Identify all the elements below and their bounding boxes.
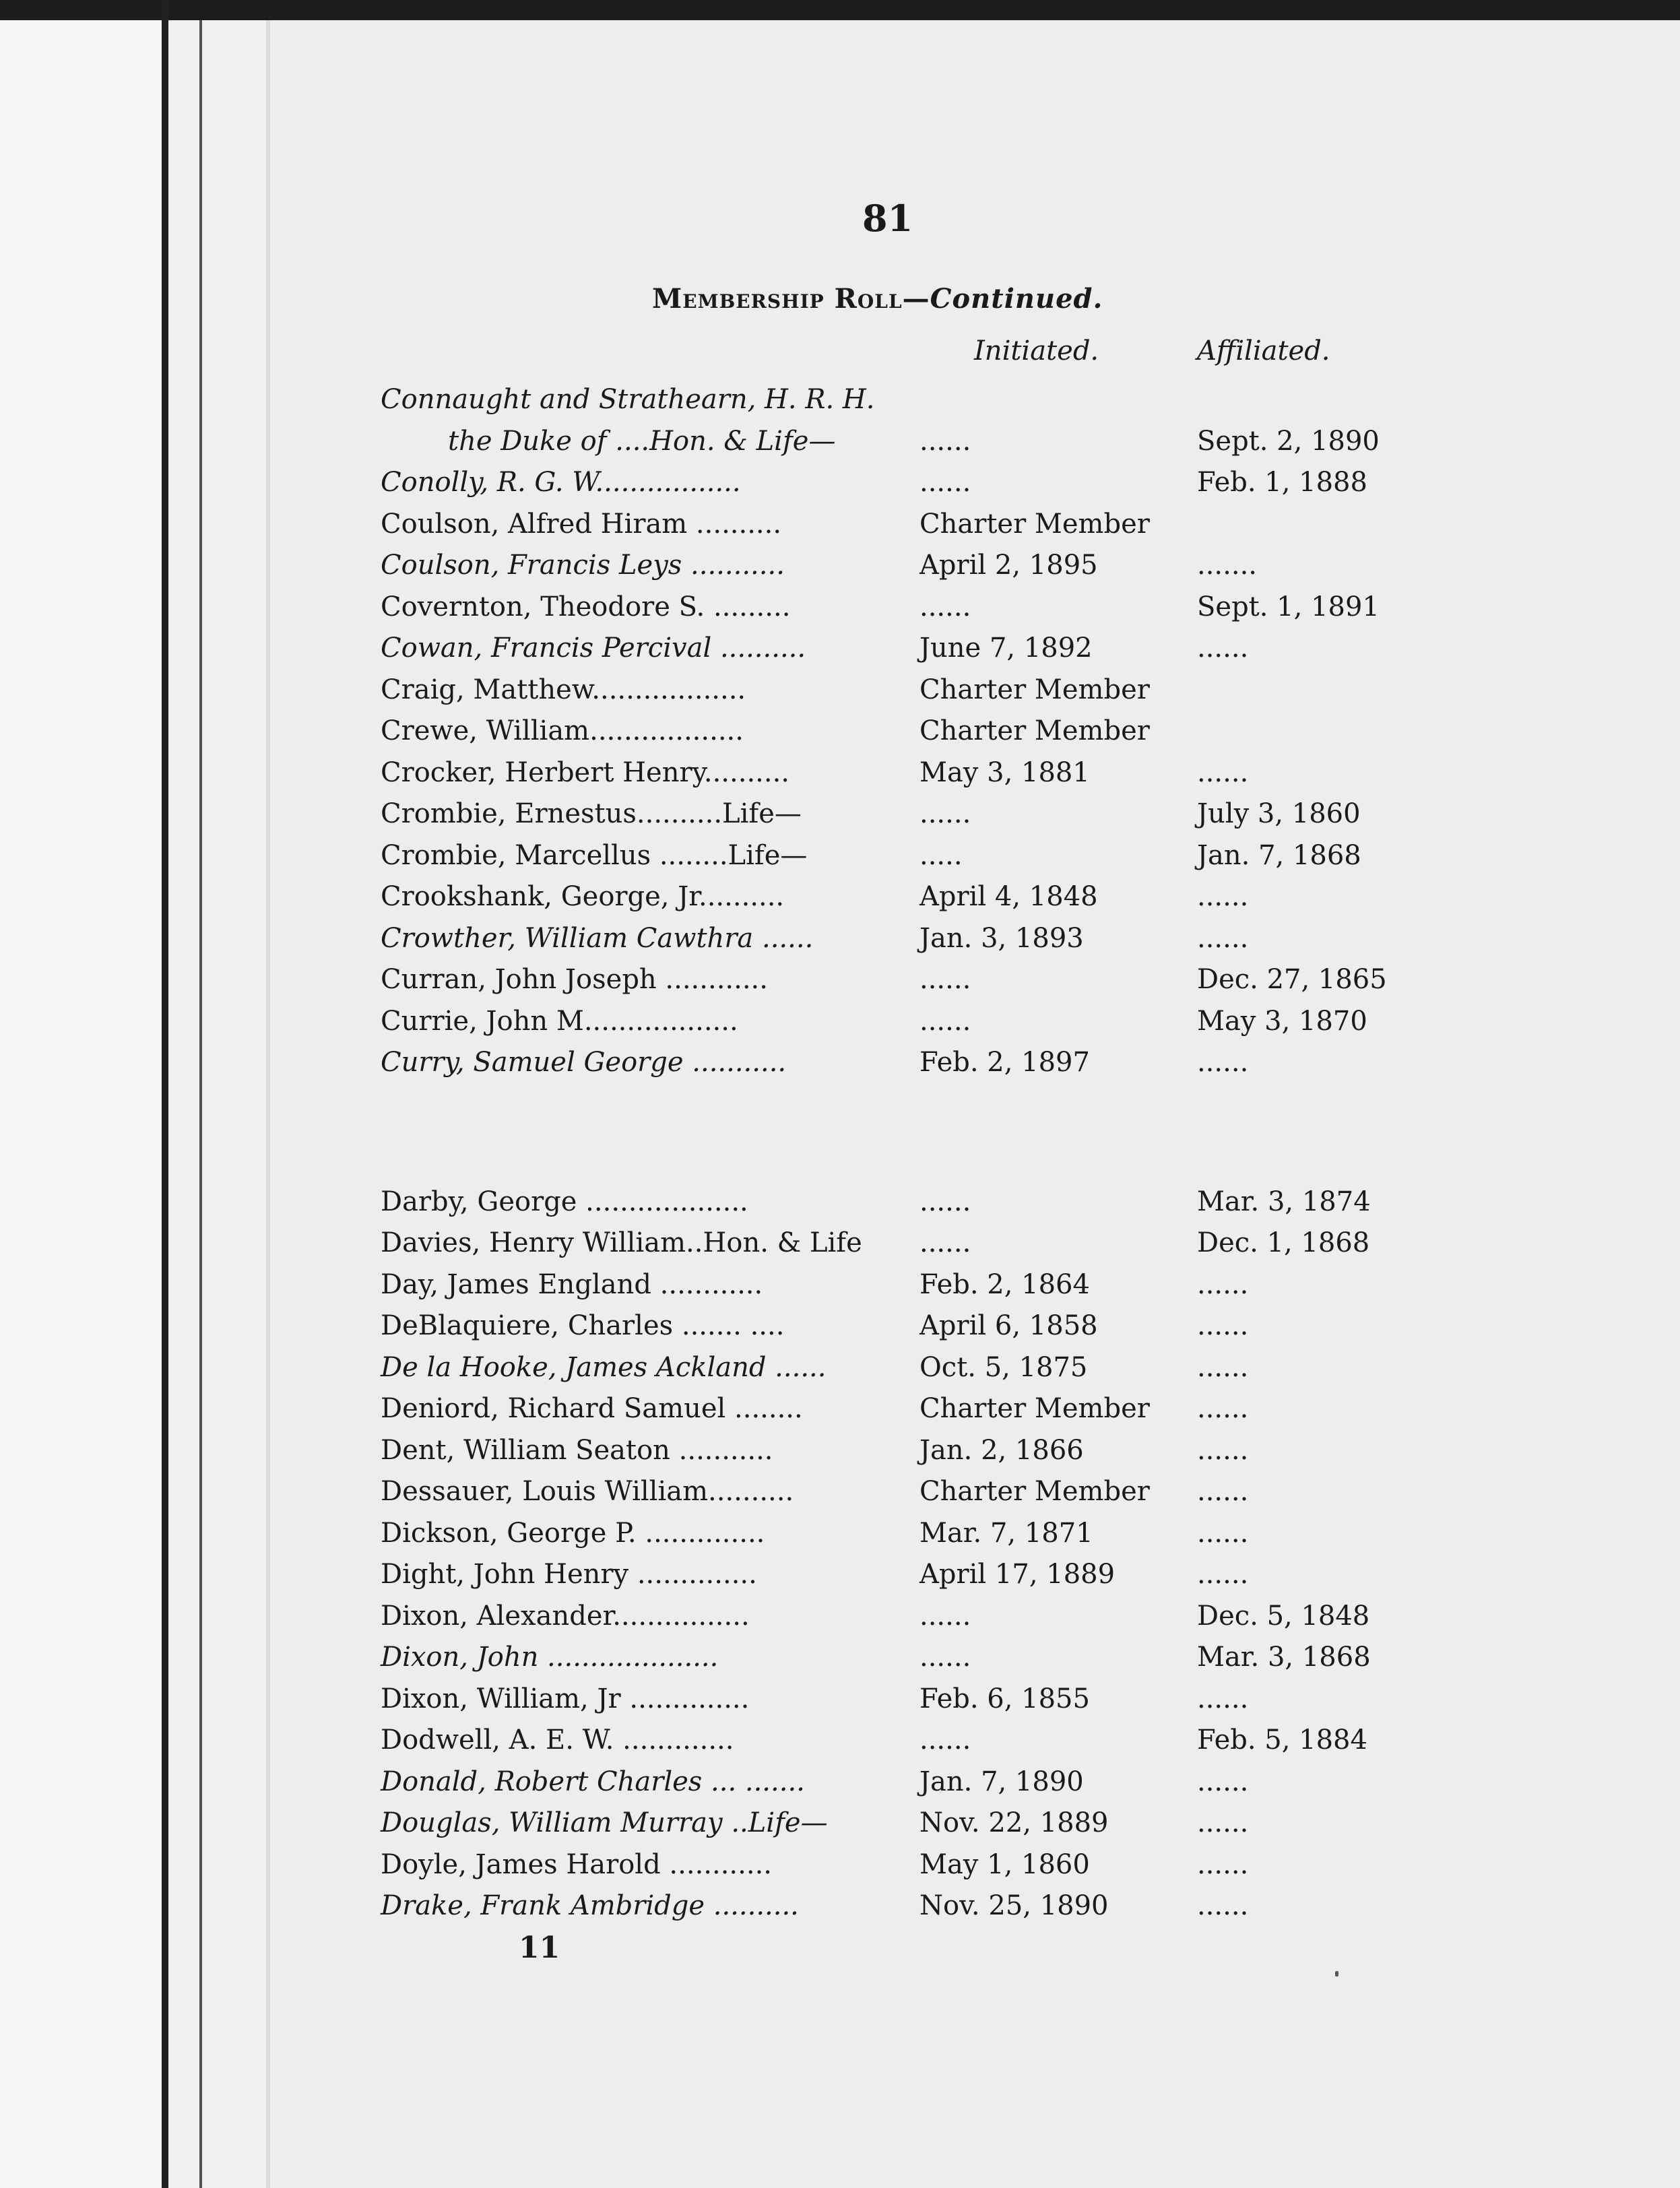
member-name: De la Hooke, James Ackland ......	[381, 1351, 827, 1383]
member-row	[381, 504, 1431, 546]
member-row	[381, 670, 1431, 711]
initiated-date: Charter Member	[919, 1476, 1150, 1507]
member-row	[381, 794, 1431, 835]
member-name: Connaught and Strathearn, H. R. H.	[381, 384, 875, 415]
initiated-date: April 2, 1895	[919, 550, 1098, 581]
member-row	[381, 421, 1431, 463]
affiliated-date: July 3, 1860	[1197, 798, 1361, 829]
initiated-date: Oct. 5, 1875	[919, 1351, 1088, 1383]
member-row	[381, 1471, 1431, 1513]
affiliated-date: Mar. 3, 1874	[1197, 1186, 1371, 1217]
affiliated-column-header: Affiliated.	[1197, 335, 1330, 366]
member-row	[381, 1264, 1431, 1306]
member-name: Currie, John M..................	[381, 1005, 738, 1037]
member-row	[381, 1720, 1431, 1762]
member-name: Crombie, Ernestus..........Life—	[381, 798, 802, 829]
initiated-date: ......	[919, 1186, 971, 1217]
initiated-date: Feb. 2, 1864	[919, 1268, 1090, 1300]
page-fold	[266, 20, 270, 2188]
initiated-date: ......	[919, 591, 971, 622]
affiliated-date: ......	[1197, 1268, 1249, 1300]
member-name: Dickson, George P. ..............	[381, 1517, 765, 1549]
initiated-date: May 3, 1881	[919, 757, 1090, 788]
affiliated-date: ......	[1197, 1434, 1249, 1466]
member-row	[381, 835, 1431, 877]
affiliated-date: ......	[1197, 1351, 1249, 1383]
member-name: Crombie, Marcellus ........Life—	[381, 839, 808, 871]
member-name: Craig, Matthew..................	[381, 674, 746, 705]
member-row	[381, 752, 1431, 794]
initiated-date: June 7, 1892	[919, 633, 1093, 664]
member-row	[381, 1388, 1431, 1430]
initiated-date: ......	[919, 425, 971, 457]
membership-entries	[381, 379, 1431, 1927]
affiliated-date: ......	[1197, 1559, 1249, 1590]
affiliated-date: ......	[1197, 1766, 1249, 1797]
initiated-date: ......	[919, 964, 971, 995]
initiated-date: ......	[919, 1600, 971, 1632]
affiliated-date: ......	[1197, 1848, 1249, 1880]
member-row	[381, 462, 1431, 504]
roll-title-continued: Continued.	[930, 283, 1103, 315]
paper-speck	[1335, 1971, 1338, 1976]
initiated-date: Charter Member	[919, 715, 1150, 746]
affiliated-date: Sept. 2, 1890	[1197, 425, 1380, 457]
group-spacer	[381, 1084, 1431, 1182]
affiliated-date: Feb. 1, 1888	[1197, 467, 1367, 498]
member-row	[381, 1347, 1431, 1389]
affiliated-date: ......	[1197, 1683, 1249, 1714]
member-name: Dodwell, A. E. W. .............	[381, 1725, 734, 1756]
binding-strip	[168, 20, 266, 2188]
initiated-date: ......	[919, 1005, 971, 1037]
member-row	[381, 1001, 1431, 1043]
member-group-c	[381, 379, 1431, 1084]
affiliated-date: ......	[1197, 1890, 1249, 1921]
initiated-date: Feb. 2, 1897	[919, 1047, 1090, 1078]
member-name: Crowther, William Cawthra ......	[381, 922, 814, 954]
initiated-date: ......	[919, 798, 971, 829]
member-name: Crewe, William..................	[381, 715, 744, 746]
initiated-date: April 17, 1889	[919, 1559, 1116, 1590]
member-name: Dessauer, Louis William..........	[381, 1476, 794, 1507]
member-name: Doyle, James Harold ............	[381, 1848, 772, 1880]
member-row	[381, 1886, 1431, 1927]
roll-title	[652, 283, 1103, 315]
scan-top-edge	[0, 0, 1680, 20]
member-name: Coulson, Francis Leys ...........	[381, 550, 785, 581]
member-row	[381, 918, 1431, 960]
initiated-date: Mar. 7, 1871	[919, 1517, 1093, 1549]
member-name: Davies, Henry William..Hon. & Life	[381, 1227, 862, 1258]
member-name: Drake, Frank Ambridge ..........	[381, 1890, 799, 1921]
initiated-date: Jan. 7, 1890	[919, 1766, 1084, 1797]
book-spine	[162, 0, 168, 2188]
member-group-d	[381, 1182, 1431, 1927]
member-row	[381, 1803, 1431, 1844]
affiliated-date: May 3, 1870	[1197, 1005, 1367, 1037]
member-row	[381, 545, 1431, 587]
initiated-date: May 1, 1860	[919, 1848, 1090, 1880]
affiliated-date: ......	[1197, 881, 1249, 912]
member-row	[381, 1844, 1431, 1886]
member-row	[381, 1762, 1431, 1803]
member-name: Conolly, R. G. W.................	[381, 467, 741, 498]
binding-line	[199, 20, 202, 2188]
initiated-date: Nov. 25, 1890	[919, 1890, 1109, 1921]
member-name: Curry, Samuel George ...........	[381, 1047, 787, 1078]
initiated-date: Charter Member	[919, 508, 1150, 540]
facing-page-margin	[0, 20, 162, 2188]
member-row	[381, 711, 1431, 752]
initiated-date: .....	[919, 839, 963, 871]
member-name: Covernton, Theodore S. .........	[381, 591, 791, 622]
member-row	[381, 1306, 1431, 1347]
affiliated-date: .......	[1197, 550, 1258, 581]
affiliated-date: ......	[1197, 922, 1249, 954]
member-name: Coulson, Alfred Hiram ..........	[381, 508, 782, 540]
initiated-date: Feb. 6, 1855	[919, 1683, 1090, 1714]
member-row	[381, 1430, 1431, 1472]
member-row	[381, 1596, 1431, 1638]
affiliated-date: ......	[1197, 1310, 1249, 1341]
affiliated-date: ......	[1197, 1393, 1249, 1424]
initiated-date: Jan. 2, 1866	[919, 1434, 1084, 1466]
member-name: Donald, Robert Charles ... .......	[381, 1766, 805, 1797]
page-number: 81	[862, 197, 913, 240]
affiliated-date: Sept. 1, 1891	[1197, 591, 1380, 622]
member-name: Crocker, Herbert Henry..........	[381, 757, 790, 788]
member-name: Crookshank, George, Jr..........	[381, 881, 785, 912]
member-name: Dent, William Seaton ...........	[381, 1434, 773, 1466]
member-row	[381, 1513, 1431, 1555]
affiliated-date: Jan. 7, 1868	[1197, 839, 1361, 871]
member-row	[381, 959, 1431, 1001]
member-row	[381, 1042, 1431, 1084]
member-name: Cowan, Francis Percival ..........	[381, 633, 806, 664]
member-row	[381, 876, 1431, 918]
initiated-date: Nov. 22, 1889	[919, 1807, 1109, 1838]
affiliated-date: ......	[1197, 1047, 1249, 1078]
affiliated-date: Mar. 3, 1868	[1197, 1642, 1371, 1673]
roll-title-main: Membership Roll—	[652, 283, 930, 315]
member-name: Douglas, William Murray ..Life—	[381, 1807, 828, 1838]
member-row	[381, 1182, 1431, 1223]
affiliated-date: ......	[1197, 1476, 1249, 1507]
affiliated-date: ......	[1197, 1517, 1249, 1549]
member-name: Dixon, John ....................	[381, 1642, 719, 1673]
member-row	[381, 1223, 1431, 1264]
initiated-column-header: Initiated.	[974, 335, 1099, 366]
initiated-date: April 6, 1858	[919, 1310, 1098, 1341]
member-row	[381, 1679, 1431, 1720]
member-row	[381, 628, 1431, 670]
initiated-date: ......	[919, 1642, 971, 1673]
affiliated-date: ......	[1197, 757, 1249, 788]
initiated-date: Charter Member	[919, 1393, 1150, 1424]
member-name: Dixon, Alexander................	[381, 1600, 750, 1632]
member-name: DeBlaquiere, Charles ....... ....	[381, 1310, 785, 1341]
initiated-date: ......	[919, 467, 971, 498]
initiated-date: ......	[919, 1227, 971, 1258]
affiliated-date: ......	[1197, 633, 1249, 664]
member-row	[381, 1554, 1431, 1596]
initiated-date: April 4, 1848	[919, 881, 1098, 912]
affiliated-date: Dec. 27, 1865	[1197, 964, 1387, 995]
signature-mark: 11	[519, 1931, 560, 1965]
initiated-date: Jan. 3, 1893	[919, 922, 1084, 954]
member-name: Day, James England ............	[381, 1268, 763, 1300]
member-row	[381, 587, 1431, 629]
member-name: Dight, John Henry ..............	[381, 1559, 757, 1590]
affiliated-date: Feb. 5, 1884	[1197, 1725, 1367, 1756]
member-name: the Duke of ....Hon. & Life—	[448, 425, 836, 457]
member-row	[381, 379, 1431, 421]
initiated-date: ......	[919, 1725, 971, 1756]
member-name: Dixon, William, Jr ..............	[381, 1683, 750, 1714]
affiliated-date: ......	[1197, 1807, 1249, 1838]
affiliated-date: Dec. 5, 1848	[1197, 1600, 1370, 1632]
member-name: Deniord, Richard Samuel ........	[381, 1393, 803, 1424]
member-name: Darby, George ...................	[381, 1186, 748, 1217]
affiliated-date: Dec. 1, 1868	[1197, 1227, 1370, 1258]
initiated-date: Charter Member	[919, 674, 1150, 705]
member-row	[381, 1637, 1431, 1679]
member-name: Curran, John Joseph ............	[381, 964, 768, 995]
